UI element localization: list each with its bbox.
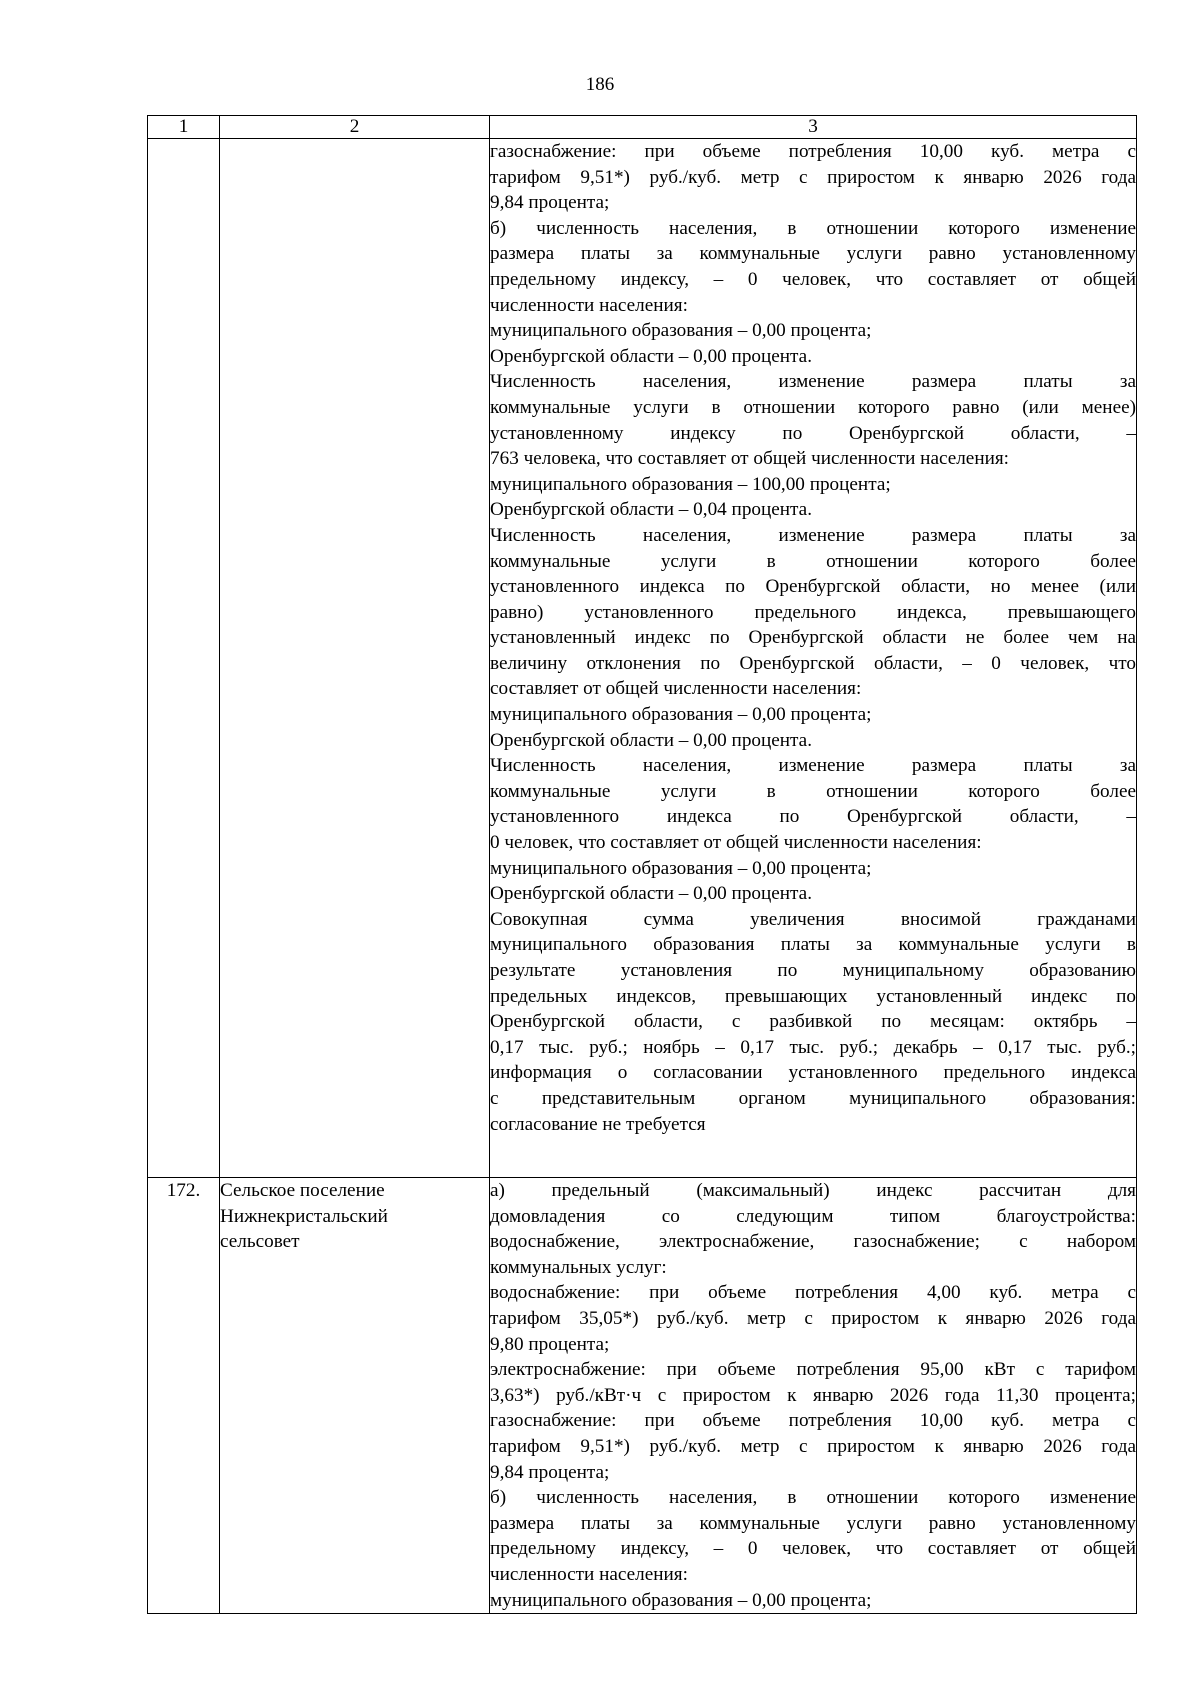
text-line: численности населения: [490,294,688,316]
document-table [147,115,1137,1614]
text-line: б) численность населения, в отношении которого изменение [490,217,1136,239]
text-line: с представительным органом муниципального образования: [490,1087,1136,1109]
text-line: Оренбургской области, с разбивкой по месяцам: октябрь – [490,1011,1136,1033]
text-line: Оренбургской области – 0,00 процента. [490,883,812,905]
text-line: коммунальные услуги в отношении которого более [490,780,1136,802]
text-line: 9,84 процента; [490,192,610,214]
settlement-name [220,1178,490,1614]
text-line: коммунальные услуги в отношении которого более [490,550,1136,572]
text-line: домовладения со следующим типом благоустройства: [490,1205,1136,1227]
table-header-row [148,116,1137,139]
settlement-name [220,139,490,1178]
text-line: установленный индекс по Оренбургской области не более чем на [490,627,1136,649]
text-line: Совокупная сумма увеличения вносимой гражданами [490,908,1136,930]
text-line: предельному индексу, – 0 человек, что составляет от общей [490,268,1136,290]
text-line: водоснабжение, электроснабжение, газоснабжение; с набором [490,1231,1136,1253]
text-line: предельному индексу, – 0 человек, что составляет от общей [490,1538,1136,1560]
settlement-name-line: сельсовет [220,1231,300,1253]
text-line: величину отклонения по Оренбургской области, – 0 человек, что [490,652,1136,674]
text-line: 0,17 тыс. руб.; ноябрь – 0,17 тыс. руб.; декабрь – 0,17 тыс. руб.; [490,1036,1136,1058]
settlement-name-line: Нижнекристальский [220,1205,388,1227]
text-line: тарифом 35,05*) руб./куб. метр с приростом к январю 2026 года [490,1307,1136,1329]
table-row [148,139,1137,1178]
text-line: электроснабжение: при объеме потребления 95,00 кВт с тарифом [490,1359,1136,1381]
text-line: муниципального образования платы за коммунальные услуги в [490,934,1136,956]
text-line: размера платы за коммунальные услуги равно установленному [490,243,1136,265]
text-line: муниципального образования – 0,00 процента; [490,704,872,726]
text-line: установленному индексу по Оренбургской области, – [490,422,1136,444]
text-line: Оренбургской области – 0,00 процента. [490,729,812,751]
text-line: 763 человека, что составляет от общей численности населения: [490,448,1010,470]
text-line: муниципального образования – 0,00 процента; [490,857,872,879]
text-line: Численность населения, изменение размера платы за [490,371,1136,393]
text-line: б) численность населения, в отношении которого изменение [490,1487,1136,1509]
text-line: 9,80 процента; [490,1333,610,1355]
text-line: согласование не требуется [490,1113,706,1135]
text-line: составляет от общей численности населения: [490,678,862,700]
text-line: 0 человек, что составляет от общей численности населения: [490,832,982,854]
text-line: Численность населения, изменение размера платы за [490,755,1136,777]
text-line: водоснабжение: при объеме потребления 4,00 куб. метра с [490,1282,1136,1304]
text-line: а) предельный (максимальный) индекс рассчитан для [490,1180,1136,1201]
text-line: предельных индексов, превышающих установленный индекс по [490,985,1136,1007]
text-line: размера платы за коммунальные услуги равно установленному [490,1512,1136,1534]
text-line: результате установления по муниципальному образованию [490,960,1136,981]
row-number: 172. [148,1178,220,1614]
text-line: 3,63*) руб./кВт·ч с приростом к январю 2026 года 11,30 процента; [490,1384,1136,1406]
text-line: численности населения: [490,1563,688,1585]
text-line: Оренбургской области – 0,00 процента. [490,345,812,367]
text-line: тарифом 9,51*) руб./куб. метр с приростом к январю 2026 года [490,166,1136,188]
column-header-1: 1 [148,116,220,139]
text-line: Оренбургской области – 0,04 процента. [490,499,812,521]
text-line: установленного индекса по Оренбургской области, но менее (или [490,576,1136,598]
text-line: установленного индекса по Оренбургской области, – [490,806,1136,828]
table-row [148,1178,1137,1614]
text-line: коммунальные услуги в отношении которого равно (или менее) [490,396,1136,418]
text-line: тарифом 9,51*) руб./куб. метр с приростом к январю 2026 года [490,1435,1136,1457]
column-header-3: 3 [490,116,1137,139]
text-line: 9,84 процента; [490,1461,610,1483]
text-line: муниципального образования – 100,00 процента; [490,473,891,495]
row-description [490,139,1137,1178]
page-number: 186 [585,74,615,95]
text-line: равно) установленного предельного индекса, превышающего [490,601,1136,623]
text-line: муниципального образования – 0,00 процента; [490,1589,872,1611]
text-line: Численность населения, изменение размера платы за [490,524,1136,546]
text-line: муниципального образования – 0,00 процента; [490,320,872,342]
column-header-2: 2 [220,116,490,139]
text-line: газоснабжение: при объеме потребления 10,00 куб. метра с [490,141,1136,162]
text-line: информация о согласовании установленного предельного индекса [490,1062,1136,1084]
text-line: газоснабжение: при объеме потребления 10,00 куб. метра с [490,1410,1136,1432]
row-description [490,1178,1137,1614]
text-line: коммунальных услуг: [490,1256,667,1278]
row-number [148,139,220,1178]
settlement-name-line: Сельское поселение [220,1180,385,1201]
